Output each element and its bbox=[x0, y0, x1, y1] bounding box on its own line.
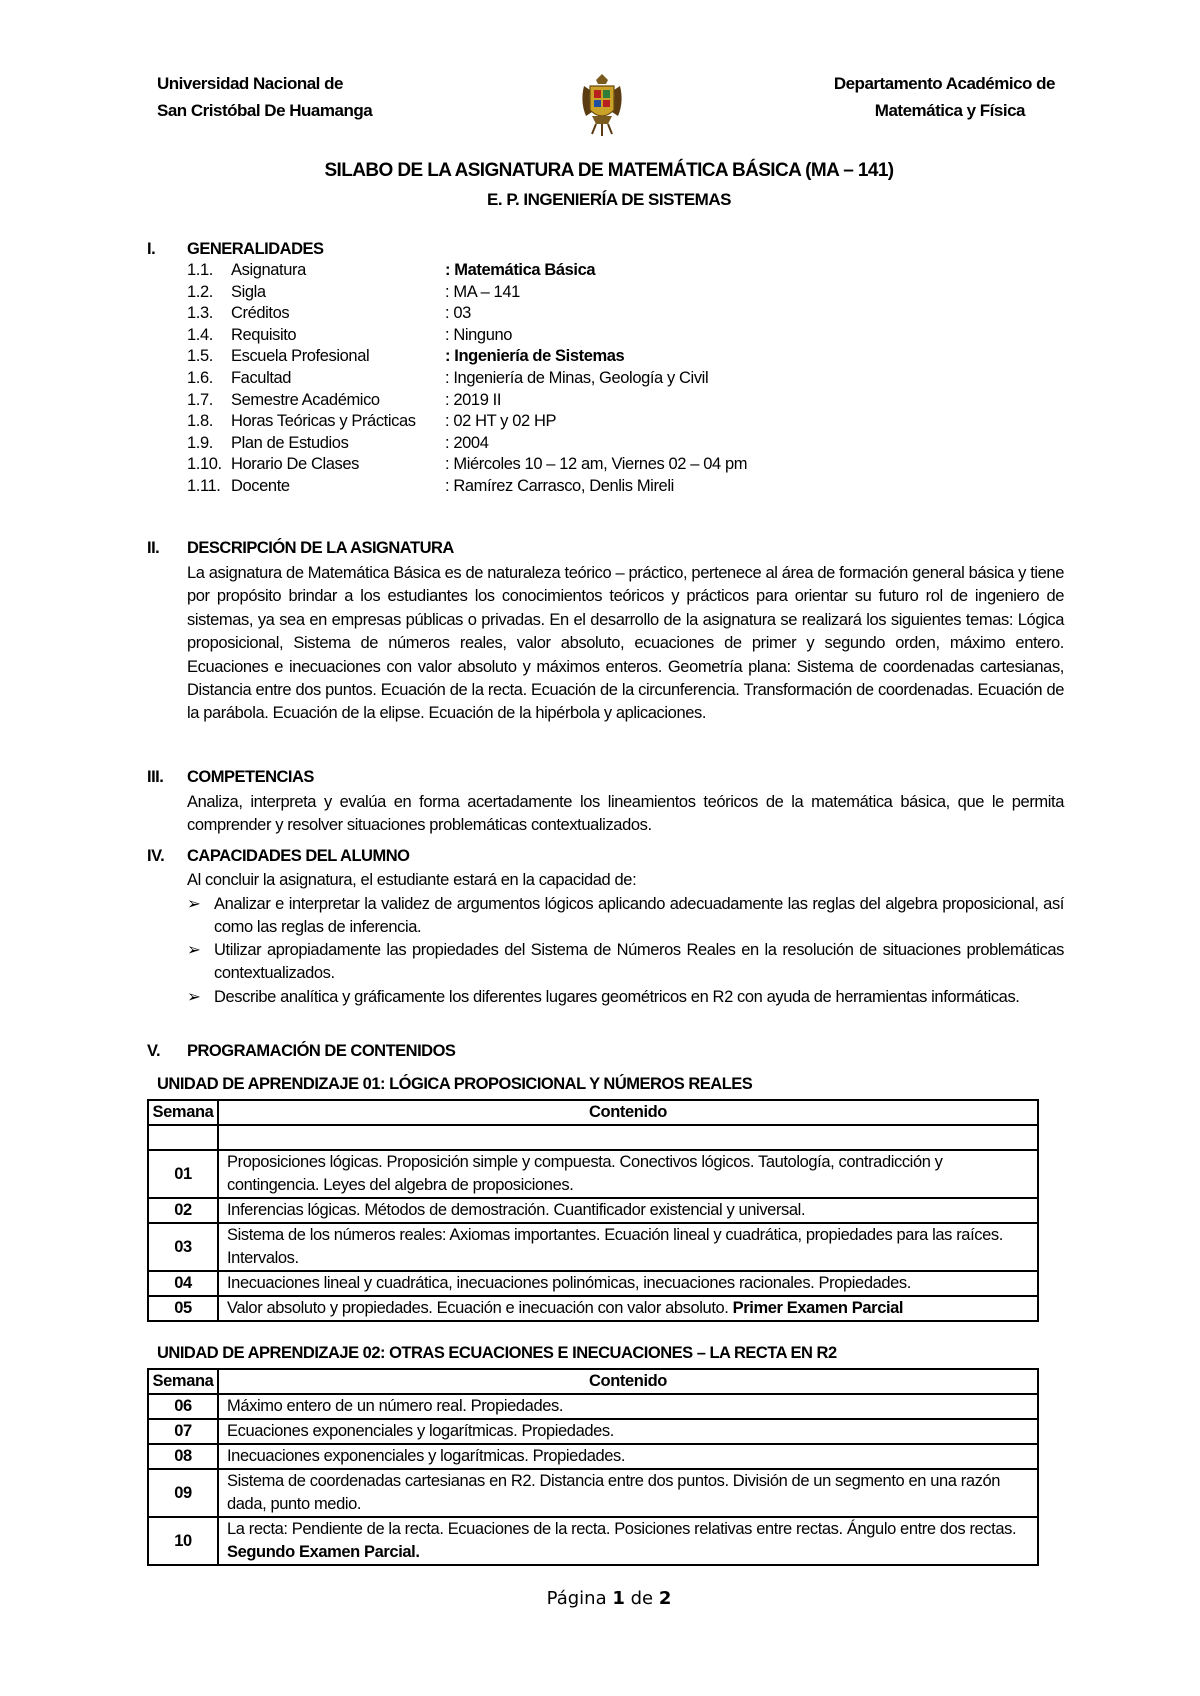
item-label: Facultad bbox=[231, 369, 292, 387]
contenido-cell bbox=[218, 1444, 1038, 1469]
descripcion-paragraph: La asignatura de Matemática Básica es de naturaleza teórico – práctico, pertenece al área de formación general básica y tiene por propósito brindar a los estudiantes los conocimientos teóricos y prácticos para orientar su futuro rol de ingeniero de sistemas, ya sea en empresas públicas o privadas. En el desarrollo de la asignatura se realizará los siguientes temas: Lógica proposicional, Sistema de números reales, valor absoluto, ecuaciones de primer y segundo orden, máximo entero. Ecuaciones e inecuaciones con valor absoluto y máximos enteros. Geometría plana: Sistema de coordenadas cartesianas, Distancia entre dos puntos. Ecuación de la recta. Ecuación de la circunferencia. Transformación de coordenadas. Ecuación de la parábola. Ecuación de la elipse. Ecuación de la hipérbola y aplicaciones. bbox=[187, 564, 1064, 723]
semana-cell: 03 bbox=[148, 1223, 218, 1271]
contenido-text: Sistema de los números reales: Axiomas importantes. Ecuación lineal y cuadrática, propiedades para las raíces. Intervalos. bbox=[227, 1226, 1003, 1267]
item-label: Horas Teóricas y Prácticas bbox=[231, 412, 416, 431]
section-title-descripcion: DESCRIPCIÓN DE LA ASIGNATURA bbox=[187, 539, 454, 557]
item-value: : Ingeniería de Sistemas bbox=[445, 347, 625, 366]
contenido-cell bbox=[218, 1394, 1038, 1419]
semana-cell: 04 bbox=[148, 1271, 218, 1296]
capacidades-intro: Al concluir la asignatura, el estudiante estará en la capacidad de: bbox=[187, 871, 637, 889]
unidad2-table bbox=[147, 1368, 1039, 1566]
table-row bbox=[148, 1469, 1038, 1517]
col-semana-header: Semana bbox=[148, 1369, 218, 1394]
col-semana-header: Semana bbox=[148, 1100, 218, 1125]
item-label: Semestre Académico bbox=[231, 390, 380, 409]
item-number: 1.10. bbox=[187, 455, 222, 474]
item-label: Asignatura bbox=[231, 261, 306, 279]
table-row bbox=[148, 1296, 1038, 1321]
section-title-competencias: COMPETENCIAS bbox=[187, 768, 314, 786]
item-number: 1.8. bbox=[187, 412, 213, 431]
contenido-text: Inecuaciones lineal y cuadrática, inecuaciones polinómicas, inecuaciones racionales. Propiedades. bbox=[227, 1274, 911, 1292]
contenido-text: Sistema de coordenadas cartesianas en R2. Distancia entre dos puntos. División de un segmento en una razón dada, punto medio. bbox=[227, 1472, 1001, 1513]
unidad1-title: UNIDAD DE APRENDIZAJE 01: LÓGICA PROPOSICIONAL Y NÚMEROS REALES bbox=[157, 1075, 753, 1093]
semana-cell: 06 bbox=[148, 1394, 218, 1419]
item-label: Horario De Clases bbox=[231, 455, 359, 474]
item-number: 1.1. bbox=[187, 261, 213, 279]
section-number-4: IV. bbox=[147, 847, 165, 865]
capacidad-item bbox=[187, 939, 1064, 986]
capacidad-text: Utilizar apropiadamente las propiedades del Sistema de Números Reales en la resolución de situaciones problemáticas contextualizados. bbox=[214, 941, 1064, 983]
capacidad-item bbox=[187, 986, 1064, 1009]
section-number-2: II. bbox=[147, 539, 160, 557]
table-row bbox=[148, 1444, 1038, 1469]
contenido-cell bbox=[218, 1517, 1038, 1565]
table-header-row bbox=[148, 1369, 1038, 1394]
semana-cell: 10 bbox=[148, 1517, 218, 1565]
contenido-cell bbox=[218, 1296, 1038, 1321]
semana-cell: 01 bbox=[148, 1150, 218, 1198]
semana-cell: 08 bbox=[148, 1444, 218, 1469]
header-left bbox=[157, 70, 372, 124]
document-title: SILABO DE LA ASIGNATURA DE MATEMÁTICA BÁSICA (MA – 141) bbox=[324, 160, 894, 181]
item-value: : 2019 II bbox=[445, 390, 502, 409]
table-row bbox=[148, 1271, 1038, 1296]
semana-cell: 09 bbox=[148, 1469, 218, 1517]
semana-cell: 07 bbox=[148, 1419, 218, 1444]
section-title-capacidades: CAPACIDADES DEL ALUMNO bbox=[187, 847, 410, 865]
item-number: 1.5. bbox=[187, 347, 213, 366]
table-row bbox=[148, 1419, 1038, 1444]
contenido-text: Valor absoluto y propiedades. Ecuación e inecuación con valor absoluto. bbox=[227, 1299, 733, 1317]
contenido-text: Inecuaciones exponenciales y logarítmicas. Propiedades. bbox=[227, 1447, 626, 1465]
department-name-line1: Departamento Académico de bbox=[833, 74, 1055, 93]
section-title-generalidades: GENERALIDADES bbox=[187, 240, 324, 258]
table-row bbox=[148, 1223, 1038, 1271]
exam-label: Primer Examen Parcial bbox=[732, 1299, 904, 1317]
document-subtitle: E. P. INGENIERÍA DE SISTEMAS bbox=[487, 190, 731, 209]
competencias-paragraph: Analiza, interpreta y evalúa en forma acertadamente los lineamientos teóricos de la matemática básica, que le permita comprender y resolver situaciones problemáticas contextualizados. bbox=[187, 793, 1064, 835]
item-value: : 2004 bbox=[445, 433, 489, 452]
contenido-text: Inferencias lógicas. Métodos de demostración. Cuantificador existencial y universal. bbox=[227, 1201, 806, 1219]
table-row bbox=[148, 1198, 1038, 1223]
exam-label: Segundo Examen Parcial. bbox=[227, 1543, 420, 1561]
table-row bbox=[148, 1150, 1038, 1198]
col-contenido-header: Contenido bbox=[218, 1369, 1038, 1394]
table-row bbox=[148, 1394, 1038, 1419]
footer-middle: de bbox=[624, 1588, 659, 1609]
footer-current-page: 1 bbox=[612, 1588, 625, 1609]
item-label: Plan de Estudios bbox=[231, 433, 349, 452]
item-value: : Matemática Básica bbox=[445, 261, 596, 279]
capacidad-text: Analizar e interpretar la validez de argumentos lógicos aplicando adecuadamente las reglas del algebra proposicional, así como las reglas de inferencia. bbox=[214, 895, 1064, 937]
contenido-cell bbox=[218, 1469, 1038, 1517]
item-value: : Ninguno bbox=[445, 325, 513, 344]
table-row-empty bbox=[148, 1125, 1038, 1150]
contenido-cell bbox=[218, 1271, 1038, 1296]
capacidad-item bbox=[187, 893, 1064, 940]
item-number: 1.11. bbox=[187, 477, 221, 495]
unidad2-title: UNIDAD DE APRENDIZAJE 02: OTRAS ECUACIONES E INECUACIONES – LA RECTA EN R2 bbox=[157, 1344, 837, 1362]
contenido-text: La recta: Pendiente de la recta. Ecuaciones de la recta. Posiciones relativas entre rectas. Ángulo entre dos rectas. bbox=[227, 1520, 1017, 1538]
department-name-line2: Matemática y Física bbox=[874, 101, 1025, 120]
university-crest-icon bbox=[578, 72, 626, 138]
item-number: 1.7. bbox=[187, 390, 213, 409]
item-number: 1.9. bbox=[187, 433, 213, 452]
contenido-text: Ecuaciones exponenciales y logarítmicas. Propiedades. bbox=[227, 1422, 614, 1440]
section-number-5: V. bbox=[147, 1042, 161, 1060]
section-number-1: I. bbox=[147, 240, 156, 258]
contenido-cell bbox=[218, 1150, 1038, 1198]
item-number: 1.6. bbox=[187, 369, 213, 387]
item-value: : 02 HT y 02 HP bbox=[445, 412, 557, 431]
semana-cell: 05 bbox=[148, 1296, 218, 1321]
footer-prefix: Página bbox=[546, 1588, 613, 1609]
arrow-bullet-icon: ➢ bbox=[187, 988, 201, 1006]
arrow-bullet-icon: ➢ bbox=[187, 895, 201, 913]
header-right bbox=[780, 70, 1055, 124]
item-value: : Ingeniería de Minas, Geología y Civil bbox=[445, 369, 709, 387]
item-value: : Miércoles 10 – 12 am, Viernes 02 – 04 pm bbox=[445, 455, 748, 474]
item-label: Requisito bbox=[231, 325, 297, 344]
page-footer bbox=[0, 1588, 1200, 1609]
arrow-bullet-icon: ➢ bbox=[187, 941, 201, 959]
contenido-text: Máximo entero de un número real. Propiedades. bbox=[227, 1397, 564, 1415]
university-name-line1: Universidad Nacional de bbox=[157, 74, 343, 93]
item-value: : Ramírez Carrasco, Denlis Mireli bbox=[445, 477, 674, 495]
section-title-programacion: PROGRAMACIÓN DE CONTENIDOS bbox=[187, 1042, 456, 1060]
col-contenido-header: Contenido bbox=[218, 1100, 1038, 1125]
item-label: Créditos bbox=[231, 304, 290, 323]
footer-total-pages: 2 bbox=[658, 1588, 672, 1609]
unidad1-table bbox=[147, 1099, 1039, 1322]
item-number: 1.3. bbox=[187, 304, 213, 323]
item-value: : MA – 141 bbox=[445, 282, 520, 301]
item-number: 1.4. bbox=[187, 325, 213, 344]
item-label: Escuela Profesional bbox=[231, 347, 370, 366]
item-label: Sigla bbox=[231, 282, 266, 301]
semana-cell: 02 bbox=[148, 1198, 218, 1223]
contenido-text: Proposiciones lógicas. Proposición simple y compuesta. Conectivos lógicos. Tautología, contradicción y contingencia. Leyes del algebra de proposiciones. bbox=[227, 1153, 943, 1194]
item-number: 1.2. bbox=[187, 282, 213, 301]
capacidad-text: Describe analítica y gráficamente los diferentes lugares geométricos en R2 con ayuda de herramientas informáticas. bbox=[214, 988, 1020, 1006]
table-row bbox=[148, 1517, 1038, 1565]
contenido-cell bbox=[218, 1419, 1038, 1444]
contenido-cell bbox=[218, 1223, 1038, 1271]
item-value: : 03 bbox=[445, 304, 471, 323]
section-number-3: III. bbox=[147, 768, 164, 786]
university-name-line2: San Cristóbal De Huamanga bbox=[157, 101, 373, 120]
table-header-row bbox=[148, 1100, 1038, 1125]
contenido-cell bbox=[218, 1198, 1038, 1223]
item-label: Docente bbox=[231, 477, 290, 495]
